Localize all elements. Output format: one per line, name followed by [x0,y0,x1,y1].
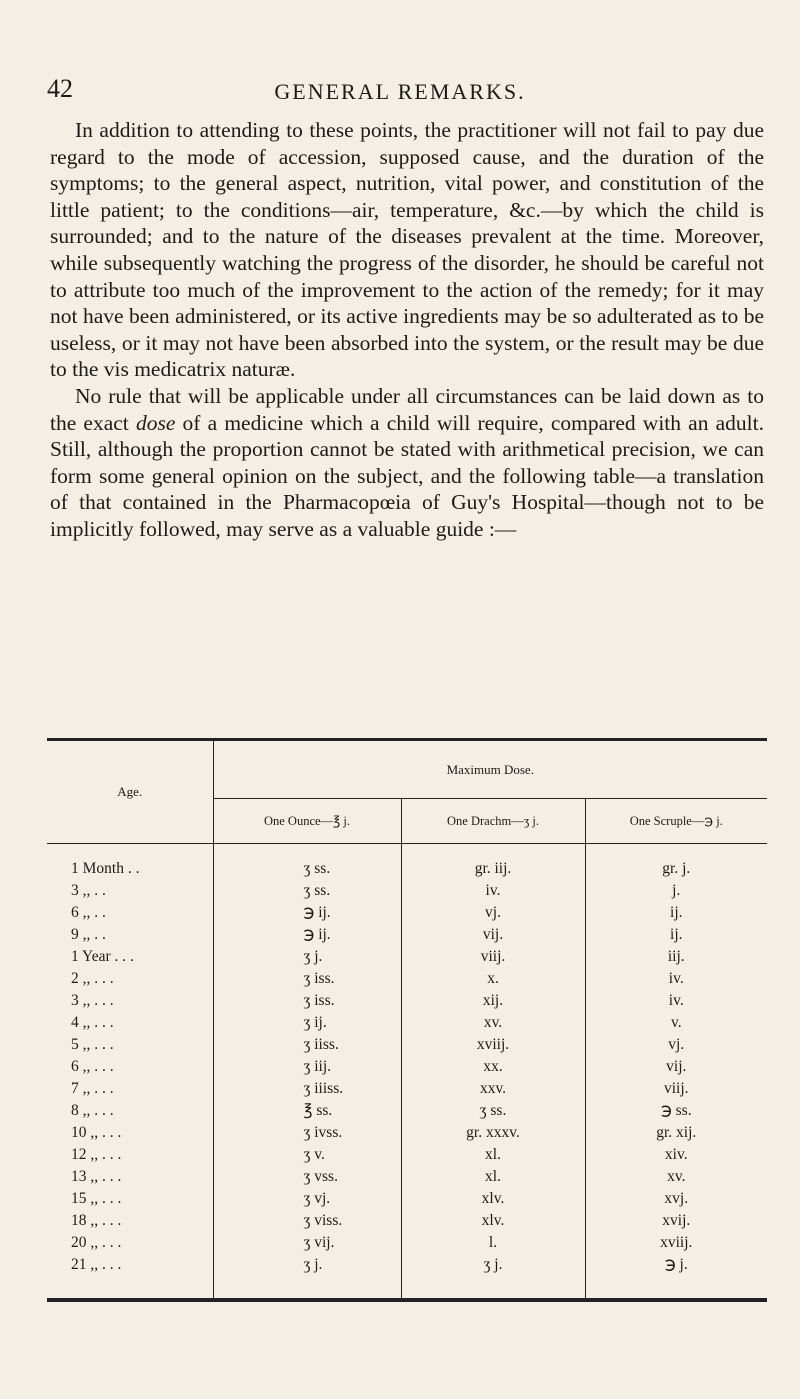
age-cell: 12 ,, . . . [47,1144,213,1166]
ounce-dose-cell: ℥ ss. [213,1100,401,1122]
table-row [47,924,767,946]
ounce-dose-cell: ʒ vj. [213,1188,401,1210]
age-cell: 2 ,, . . . [47,968,213,990]
scruple-dose-cell: xv. [667,1168,686,1185]
drachm-dose-cell: vij. [401,924,585,946]
scruple-dose-cell: ij. [670,904,683,921]
ounce-dose-cell: ʒ iiiss. [213,1078,401,1100]
scruple-dose-cell: ij. [670,926,683,943]
drachm-dose-cell: xviij. [401,1034,585,1056]
scruple-dose-cell: xiv. [664,1146,688,1163]
table-row [47,1144,767,1166]
table-row [47,902,767,924]
page-number: 42 [47,74,73,103]
table-bottom-rule [47,1276,767,1300]
age-cell: 6 ,, . . . [47,1056,213,1078]
age-cell: 20 ,, . . . [47,1232,213,1254]
age-cell: 7 ,, . . . [47,1078,213,1100]
scruple-dose-cell: viij. [663,1080,689,1097]
ounce-column-header: One Ounce—℥ j. [213,799,401,844]
age-header: Age. [47,740,213,844]
age-cell: 18 ,, . . . [47,1210,213,1232]
max-dose-header: Maximum Dose. [213,740,767,799]
table-row [47,880,767,902]
drachm-dose-cell: gr. xxxv. [401,1122,585,1144]
scruple-column-header: One Scruple—℈ j. [629,814,723,828]
age-cell: 8 ,, . . . [47,1100,213,1122]
table-row [47,1078,767,1100]
paragraph-2-part-1: No rule that will be applicable under all circumstances can be laid down as to the exact [50,383,764,435]
age-cell: 3 ,, . . . [47,990,213,1012]
ounce-dose-cell: ʒ ss. [213,880,401,902]
age-cell: 3 ,, . . [47,880,213,902]
ounce-dose-cell: ℈ ij. [213,902,401,924]
age-cell: 10 ,, . . . [47,1122,213,1144]
ounce-dose-cell: ʒ ivss. [213,1122,401,1144]
scruple-dose-cell: vij. [666,1058,687,1075]
ounce-dose-cell: ʒ ss. [213,844,401,880]
ounce-dose-cell: ʒ viss. [213,1210,401,1232]
age-cell: 1 Month . . [47,844,213,880]
scruple-dose-cell: xviij. [660,1234,693,1251]
drachm-dose-cell: xlv. [401,1188,585,1210]
age-cell: 5 ,, . . . [47,1034,213,1056]
age-cell: 6 ,, . . [47,902,213,924]
age-cell: 1 Year . . . [47,946,213,968]
dose-table [47,738,767,1302]
drachm-dose-cell: vj. [401,902,585,924]
ounce-dose-cell: ʒ j. [213,946,401,968]
age-cell: 13 ,, . . . [47,1166,213,1188]
drachm-dose-cell: xij. [401,990,585,1012]
running-title: GENERAL REMARKS. [274,79,526,104]
drachm-dose-cell: x. [401,968,585,990]
scruple-dose-cell: v. [670,1014,682,1031]
table-row [47,1122,767,1144]
table-row [47,1034,767,1056]
table-row [47,1056,767,1078]
drachm-dose-cell: xl. [401,1166,585,1188]
table-row [47,1232,767,1254]
scruple-dose-cell: xvij. [662,1212,691,1229]
drachm-dose-cell: xx. [401,1056,585,1078]
ounce-dose-cell: ʒ iiss. [213,1034,401,1056]
ounce-dose-cell: ℈ ij. [213,924,401,946]
dose-table-body [47,844,767,1300]
ounce-dose-cell: ʒ j. [213,1254,401,1276]
age-cell: 15 ,, . . . [47,1188,213,1210]
paragraph-2-emphasis: dose [135,410,176,435]
table-row [47,1100,767,1122]
ounce-dose-cell: ʒ iss. [213,990,401,1012]
scruple-dose-cell: ℈ ss. [660,1102,692,1119]
drachm-dose-cell: xl. [401,1144,585,1166]
drachm-dose-cell: gr. iij. [401,844,585,880]
ounce-dose-cell: ʒ iss. [213,968,401,990]
drachm-dose-cell: viij. [401,946,585,968]
table-row [47,1012,767,1034]
table-row [47,1188,767,1210]
scruple-dose-cell: j. [672,882,681,899]
body-text [50,117,764,543]
drachm-dose-cell: ʒ j. [401,1254,585,1276]
scruple-dose-cell: iv. [668,970,684,987]
table-row [47,990,767,1012]
scruple-dose-cell: xvj. [664,1190,689,1207]
paragraph-2 [50,383,764,543]
scruple-dose-cell: vj. [668,1036,685,1053]
ounce-dose-cell: ʒ vij. [213,1232,401,1254]
table-row [47,844,767,880]
scruple-dose-cell: iv. [668,992,684,1009]
drachm-dose-cell: xxv. [401,1078,585,1100]
scruple-dose-cell: gr. xij. [656,1124,697,1141]
drachm-dose-cell: iv. [401,880,585,902]
paragraph-1: In addition to attending to these points, the practitioner will not fail to pay due regard to the mode of accession, supposed cause, and the duration of the symptoms; to the general aspect, nutrition, vital power, and constitution of the little patient; to the conditions—air, temperature, &c.—by which the child is surrounded; and to the nature of the diseases prevalent at the time. Moreover, while subsequently watching the progress of the disorder, he should be careful not to attribute too much of the improvement to the action of the remedy; for it may not have been administered, or its active ingredients may be so adulterated as to be useless, or it may not have been absorbed into the system, or the result may be due to the vis medicatrix naturæ. [50,118,764,382]
drachm-dose-cell: ʒ ss. [401,1100,585,1122]
age-cell: 21 ,, . . . [47,1254,213,1276]
ounce-dose-cell: ʒ ij. [213,1012,401,1034]
age-cell: 4 ,, . . . [47,1012,213,1034]
paragraph-2-part-2: of a medicine which a child will require, compared with an adult. Still, although the proportion cannot be stated with arithmetical precision, we can form some general opinion on the subject, and the following table—a translation of that contained in the Pharmacopœia of Guy's Hospital—though not to be implicitly followed, may serve as a valuable guide :— [50,410,764,541]
scruple-dose-cell: ℈ j. [664,1256,688,1273]
ounce-dose-cell: ʒ v. [213,1144,401,1166]
ounce-dose-cell: ʒ vss. [213,1166,401,1188]
scruple-dose-cell: iij. [667,948,685,965]
table-row [47,968,767,990]
scruple-dose-cell: gr. j. [662,860,691,877]
table-row [47,946,767,968]
drachm-dose-cell: xlv. [401,1210,585,1232]
table-row [47,1166,767,1188]
ounce-dose-cell: ʒ iij. [213,1056,401,1078]
table-row [47,1254,767,1276]
drachm-column-header: One Drachm—ʒ j. [401,799,585,844]
age-cell: 9 ,, . . [47,924,213,946]
table-row [47,1210,767,1232]
drachm-dose-cell: xv. [401,1012,585,1034]
drachm-dose-cell: l. [401,1232,585,1254]
